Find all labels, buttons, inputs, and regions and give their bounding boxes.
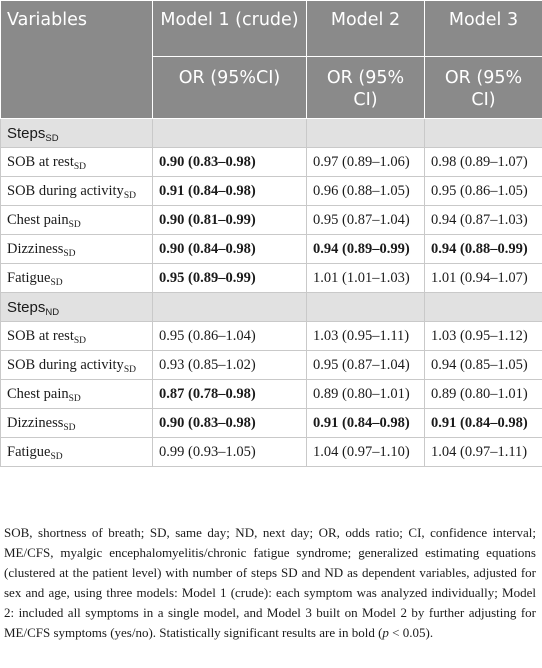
row-label-text: Dizziness [7,241,64,257]
or-model-3-cell: 0.98 (0.89–1.07) [425,148,542,177]
header-model-1: Model 1 (crude) [153,1,307,57]
header-model-2: Model 2 [307,1,425,57]
or-model-3-cell: 0.89 (0.80–1.01) [425,380,542,409]
table-row [1,148,542,177]
or-model-2-cell: 0.97 (0.89–1.06) [307,148,425,177]
row-label-subscript: SD [68,394,81,404]
or-model-2-cell: 0.95 (0.87–1.04) [307,351,425,380]
row-label [1,322,153,351]
or-model-3-cell: 0.94 (0.88–0.99) [425,235,542,264]
row-label-subscript: SD [73,162,87,172]
or-model-3-cell: 0.94 (0.87–1.03) [425,206,542,235]
or-model-3-cell: 1.03 (0.95–1.12) [425,322,542,351]
section-title [1,119,153,148]
or-model-1-cell: 0.87 (0.78–0.98) [153,380,307,409]
table-row [1,409,542,438]
or-model-3-cell: 0.95 (0.86–1.05) [425,177,542,206]
or-model-3-cell: 0.91 (0.84–0.98) [425,409,542,438]
section-title-subscript: SD [45,133,59,144]
row-label-subscript: SD [123,191,136,201]
section-title-subscript: ND [45,307,60,318]
row-label-subscript: SD [63,423,76,433]
row-label [1,148,153,177]
or-model-2-cell: 1.03 (0.95–1.11) [307,322,425,351]
section-empty-cell [425,293,542,322]
or-model-3-cell: 1.01 (0.94–1.07) [425,264,542,293]
section-title-main: Steps [7,299,46,316]
table-footnote [0,523,536,643]
or-model-2-cell: 1.01 (1.01–1.03) [307,264,425,293]
row-label-text: SOB at rest [7,154,74,170]
header-or-model-2: OR (95% CI) [307,57,425,119]
section-empty-cell [307,293,425,322]
or-model-2-cell: 0.91 (0.84–0.98) [307,409,425,438]
row-label-text: Fatigue [7,270,51,286]
table-row [1,438,542,467]
row-label [1,206,153,235]
or-model-1-cell: 0.95 (0.86–1.04) [153,322,307,351]
table-row [1,206,542,235]
section-row [1,293,542,322]
or-model-3-cell: 0.94 (0.85–1.05) [425,351,542,380]
footnote-p-italic: p [382,625,389,640]
row-label-text: SOB at rest [7,328,74,344]
header-or-model-1: OR (95%CI) [153,57,307,119]
row-label [1,235,153,264]
header-row-models [1,1,542,57]
header-or-model-3: OR (95% CI) [425,57,542,119]
row-label-subscript: SD [123,365,136,375]
row-label-text: SOB during activity [7,183,124,199]
section-row [1,119,542,148]
or-model-1-cell: 0.95 (0.89–0.99) [153,264,307,293]
row-label [1,264,153,293]
row-label-text: Fatigue [7,444,51,460]
row-label-subscript: SD [73,336,87,346]
footnote-text: SOB, shortness of breath; SD, same day; ND, next day; OR, odds ratio; CI, confidence interval; ME/CFS, myalgic encephalomyelitis/chronic fatigue syndrome; generalized estimating equations (clustered at the patient level) with number of steps SD and ND as dependent variables, adjusted for sex and age, using three models: Model 1 (crude): each symptom was analyzed individually; Model 2: included all symptoms in a single model, and Model 3 built on Model 2 by further adjusting for ME/CFS symptoms (yes/no). Statistically significant results are in bold (p < 0.05). [4,525,536,640]
or-model-1-cell: 0.90 (0.84–0.98) [153,235,307,264]
section-empty-cell [307,119,425,148]
section-empty-cell [425,119,542,148]
row-label [1,409,153,438]
row-label-subscript: SD [63,249,76,259]
table-row [1,177,542,206]
or-model-2-cell: 1.04 (0.97–1.10) [307,438,425,467]
header-variables: Variables [1,1,153,119]
row-label-subscript: SD [50,452,63,462]
section-title [1,293,153,322]
section-empty-cell [153,119,307,148]
table-row [1,380,542,409]
or-model-2-cell: 0.89 (0.80–1.01) [307,380,425,409]
or-model-1-cell: 0.93 (0.85–1.02) [153,351,307,380]
row-label [1,438,153,467]
row-label [1,177,153,206]
or-model-2-cell: 0.94 (0.89–0.99) [307,235,425,264]
section-empty-cell [153,293,307,322]
or-model-1-cell: 0.99 (0.93–1.05) [153,438,307,467]
or-model-1-cell: 0.90 (0.83–0.98) [153,148,307,177]
table-body [1,119,542,467]
or-model-1-cell: 0.91 (0.84–0.98) [153,177,307,206]
row-label [1,380,153,409]
section-title-main: Steps [7,125,46,142]
row-label-text: Dizziness [7,415,64,431]
header-model-3: Model 3 [425,1,542,57]
or-model-1-cell: 0.90 (0.81–0.99) [153,206,307,235]
row-label-subscript: SD [50,278,63,288]
or-model-2-cell: 0.96 (0.88–1.05) [307,177,425,206]
table-row [1,351,542,380]
row-label-text: SOB during activity [7,357,124,373]
row-label-text: Chest pain [7,212,69,228]
row-label [1,351,153,380]
table-row [1,235,542,264]
or-model-3-cell: 1.04 (0.97–1.11) [425,438,542,467]
table-row [1,264,542,293]
row-label-subscript: SD [68,220,81,230]
or-model-2-cell: 0.95 (0.87–1.04) [307,206,425,235]
table-row [1,322,542,351]
row-label-text: Chest pain [7,386,69,402]
or-model-1-cell: 0.90 (0.83–0.98) [153,409,307,438]
